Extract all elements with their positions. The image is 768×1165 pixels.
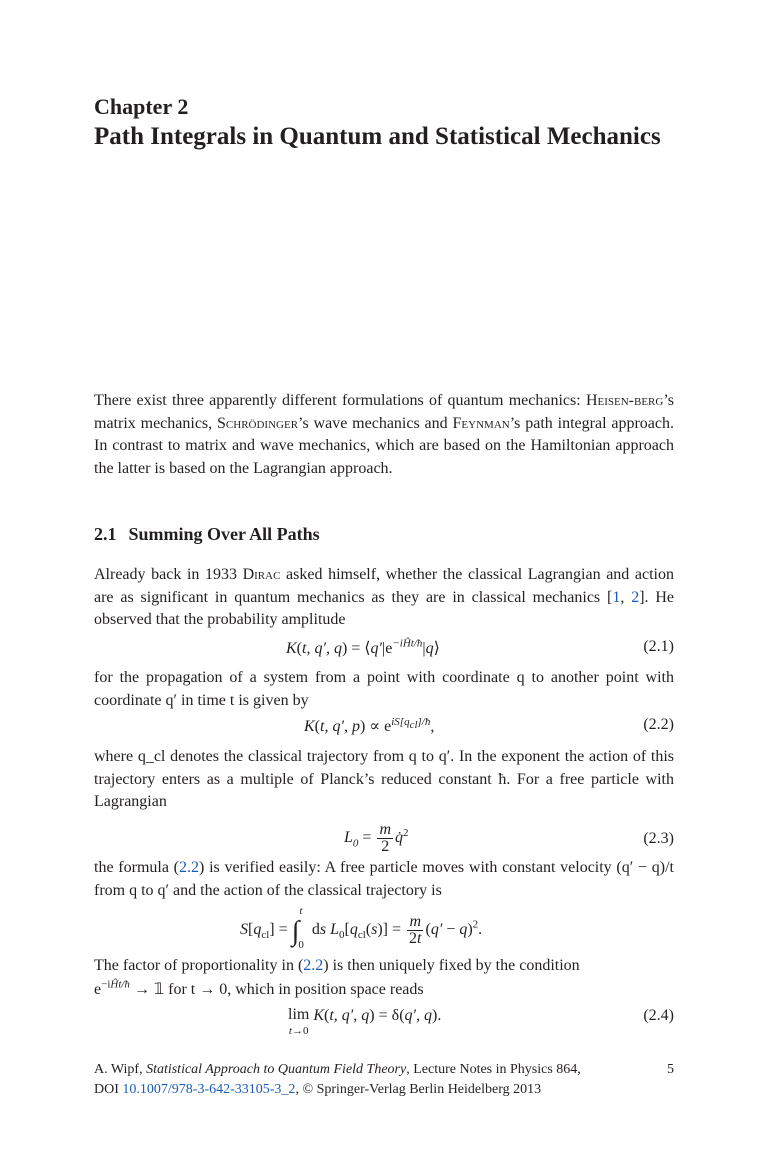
equation-2-2: K(t, q′, $p) \propto e^{iS[q_{cl}]/ħ}$, (2.2) bbox=[304, 715, 674, 735]
book-title: Statistical Approach to Quantum Field Theory bbox=[146, 1062, 407, 1077]
equation-number: (2.2) bbox=[643, 716, 674, 733]
equation-number: (2.3) bbox=[643, 830, 674, 847]
equation-link-2-2[interactable]: 2.2 bbox=[179, 859, 200, 876]
paragraph-dirac: Already back in 1933 Dirac asked himself, whether the classical Lagrangian and action are as significant in quantum mechanics as they are in classical mechanics [1, 2]. He observed that the probability amplitude bbox=[94, 566, 675, 628]
equation-action-free: $S[q_{cl}] = \int^t_0$ ds $L_0[q_{cl}(s)]$ = $\frac{m}{2t}$ $(q' - q)^2$. bbox=[240, 904, 483, 952]
name-heisenberg: Heisen-berg bbox=[585, 392, 664, 409]
equation-number: (2.4) bbox=[643, 1007, 674, 1024]
paragraph-propagation: for the propagation of a system from a point with coordinate q to another point with coordinate q′ in time t is given by bbox=[94, 669, 674, 709]
paragraph-classical-trajectory: where q_cl denotes the classical trajectory from q to q′. In the exponent the action of this trajectory enters as a multiple of Planck’s reduced constant ħ. For a free particle with Lagrangian bbox=[94, 748, 674, 810]
equation-2-1: K(t, q′, $q) = ⟨q'|e^{-iĤt/ħ}|q⟩$ (2.1) bbox=[286, 637, 674, 657]
footer-doi: DOI 10.1007/978-3-642-33105-3_2, © Springer-Verlag Berlin Heidelberg 2013 bbox=[94, 1082, 542, 1097]
section-number: 2.1 bbox=[94, 524, 117, 544]
citation-link-1[interactable]: 1 bbox=[612, 588, 621, 606]
section-title: Summing Over All Paths bbox=[128, 524, 320, 544]
doi-link[interactable]: 10.1007/978-3-642-33105-3_2 bbox=[122, 1082, 296, 1097]
footer-citation: A. Wipf, Statistical Approach to Quantum Field Theory, Lecture Notes in Physics 864, bbox=[94, 1062, 581, 1077]
paragraph-proportionality: The factor of proportionality in (2.2) is then uniquely fixed by the condition $e^{-iĤt/ħ}$ → 𝟙 for t → 0, which in position space reads bbox=[94, 957, 580, 998]
name-dirac: Dirac bbox=[242, 566, 281, 583]
equation-2-3: $L_0$ = $\frac{m}{2}$ q̇$^2$ (2.3) bbox=[344, 821, 674, 855]
citation-link-2[interactable]: 2 bbox=[631, 588, 640, 606]
chapter-title: Path Integrals in Quantum and Statistical Mechanics bbox=[94, 123, 661, 150]
intro-paragraph: There exist three apparently different formulations of quantum mechanics: Heisen-berg’s matrix mechanics, Schrödinger’s wave mechanics and Feynman’s path integral approach. In contrast to matrix and wave mechanics, which are based on the Hamiltonian approach the latter is based on the Lagrangian approach. bbox=[94, 392, 675, 477]
equation-number: (2.1) bbox=[643, 638, 674, 655]
paragraph-free-particle: the formula (2.2) is verified easily: A free particle moves with constant velocity (q′ − q)/t from q to q′ and the action of the classical trajectory is bbox=[94, 859, 674, 899]
name-feynman: Feynman bbox=[452, 414, 510, 432]
page-number: 5 bbox=[667, 1062, 674, 1077]
chapter-label: Chapter 2 bbox=[94, 94, 189, 119]
footer bbox=[94, 1060, 674, 1100]
name-schrodinger: Schrödinger bbox=[217, 414, 299, 432]
section-heading bbox=[94, 524, 320, 545]
equation-2-4: lim t→0 K(t, q′, q) = δ(q′, q). (2.4) bbox=[288, 1006, 674, 1037]
equation-link-2-2-b[interactable]: 2.2 bbox=[303, 957, 324, 974]
